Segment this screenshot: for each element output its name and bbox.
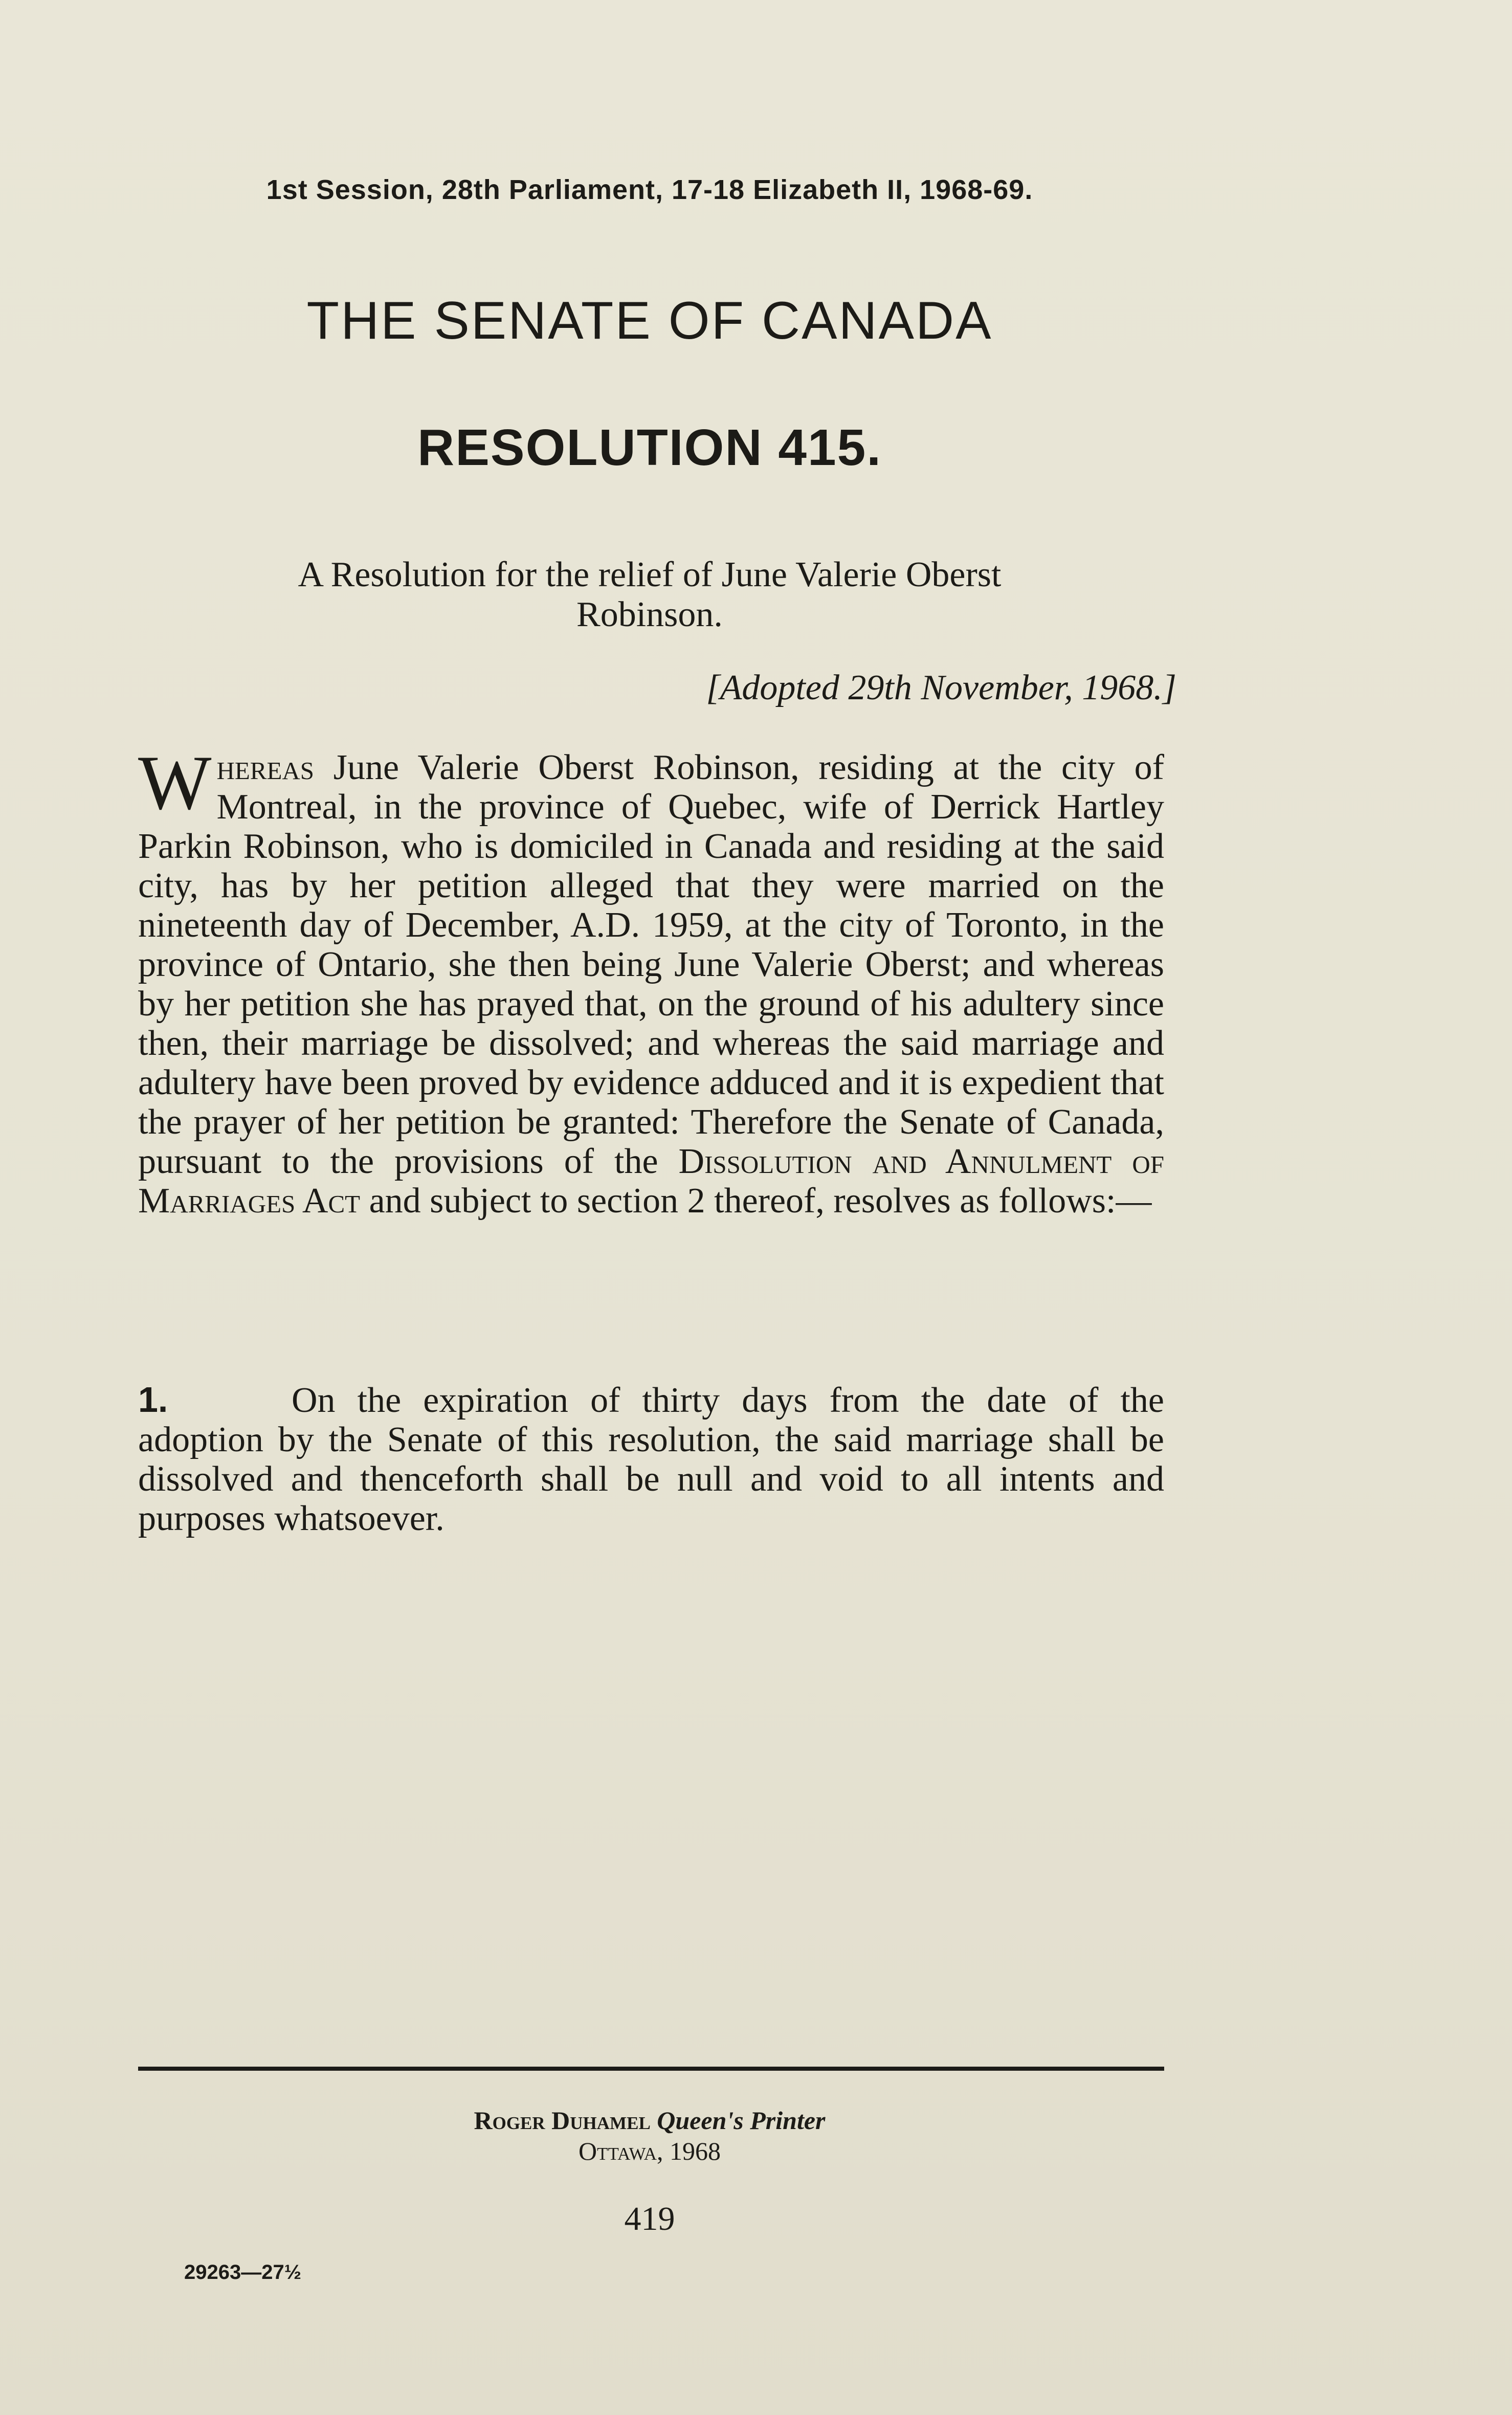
preamble-text-2: and subject to section 2 thereof, resolves as follows:— [360,1181,1152,1221]
session-line: 1st Session, 28th Parliament, 17-18 Elizabeth II, 1968-69. [266,174,1033,205]
printer-title: Queen's Printer [657,2106,826,2135]
clause-1 [138,1380,1164,1538]
adopted-date-text: [Adopted 29th November, 1968.] [706,668,1176,707]
senate-heading: THE SENATE OF CANADA [306,291,993,350]
preamble-paragraph [138,740,1164,1221]
drop-cap: W [138,740,212,826]
printer-imprint [0,2105,1299,2166]
resolution-subtitle [220,555,1079,635]
clause-text: On the expiration of thirty days from the date of the adoption by the Senate of this resolution, the said marriage shall be dissolved and thenceforth shall be null and void to all intents and purposes whatsoever. [138,1381,1164,1538]
printer-name: Roger Duhamel [474,2106,651,2135]
act-name: Dissolution and Annulment of Marriages Act [138,1142,1164,1221]
subtitle-line-1: A Resolution for the relief of June Valerie Oberst [298,555,1002,594]
adopted-date [512,668,1176,708]
preamble-lead-word: hereas [216,748,315,787]
preamble-text-1: June Valerie Oberst Robinson, residing at the city of Montreal, in the province of Quebec, wife of Derrick Hartley Parkin Robinson, who is domiciled in Canada and residing at the said city, has by her petition alleged that they were married on the nineteenth day of December, A.D. 1959, at the city of Toronto, in the province of Ontario, she then being June Valerie Oberst; and whereas by her petition she has prayed that, on the ground of his adultery since then, their marriage be dissolved; and whereas the said marriage and adultery have been proved by evidence adduced and it is expedient that the prayer of her petition be granted: Therefore the Senate of Canada, pursuant to the provisions of the [138,748,1164,1181]
resolution-title: RESOLUTION 415. [417,419,882,476]
subtitle-line-2: Robinson. [576,595,723,634]
printer-city: Ottawa, 1968 [579,2137,721,2165]
page-number: 419 [624,2200,675,2237]
printer-line [0,2105,1299,2136]
clause-number: 1. [138,1380,168,1420]
footer-rule [138,2067,1164,2071]
job-number: 29263—27½ [184,2261,302,2284]
